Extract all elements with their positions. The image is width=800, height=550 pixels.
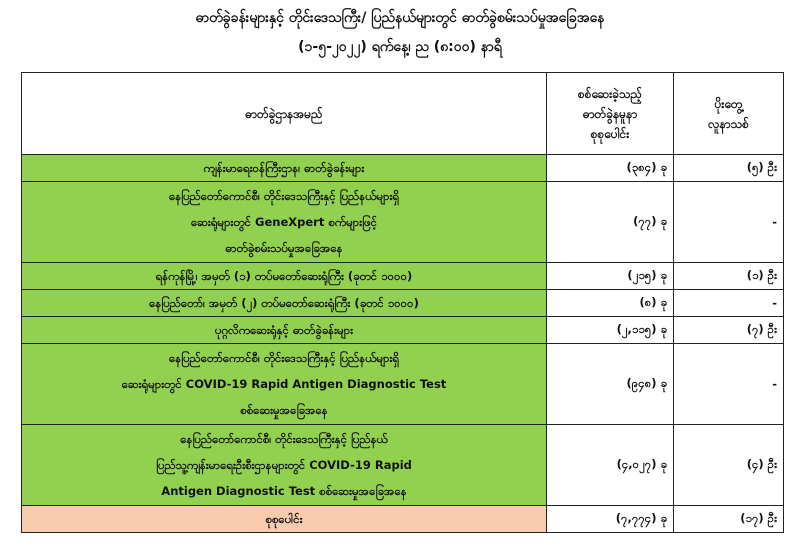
positive-count-cell: - <box>674 182 784 263</box>
lab-name-cell <box>22 290 547 317</box>
lab-name-line: ကျန်းမာရေးဝန်ကြီးဌာန၊ ဓာတ်ခွဲခန်းများ <box>203 161 365 175</box>
table-header-row <box>22 73 784 155</box>
lab-name-cell <box>22 317 547 344</box>
lab-name-cell <box>22 344 547 425</box>
header-tested-line: ဓာတ်ခွဲနမူနာ <box>582 106 638 121</box>
table-row <box>22 263 784 290</box>
report-date: (၁-၅-၂၀၂၂) ရက်နေ့၊ ည (၈:၀၀) နာရီ <box>298 39 502 55</box>
lab-name-cell <box>22 155 547 182</box>
lab-name-line: ပြည်သူ့ကျန်းမာရေးဦးစီးဌာနများတွင် COVID-19 Rapid <box>156 458 412 472</box>
positive-count-cell: (၅) ဦး <box>674 155 784 182</box>
report-title: ဓာတ်ခွဲခန်းများနှင့် တိုင်းဒေသကြီး/ ပြည်နယ်များတွင် ဓာတ်ခွဲစမ်းသပ်မှုအခြေအနေ <box>195 10 605 26</box>
lab-name-line: ပုဂ္ဂလိကဆေးရုံနှင့် ဓာတ်ခွဲခန်းများ <box>214 323 354 337</box>
lab-name-line: ဓာတ်ခွဲစမ်းသပ်မှုအခြေအနေ <box>225 241 343 255</box>
total-label-cell: စုစုပေါင်း <box>22 506 547 533</box>
lab-name-cell <box>22 182 547 263</box>
header-lab-name: ဓာတ်ခွဲဌာနအမည် <box>22 73 547 155</box>
lab-name-line: စစ်ဆေးမှုအခြေအနေ <box>240 403 328 417</box>
tested-count-cell: (၇၇) ခု <box>547 182 674 263</box>
lab-name-cell <box>22 425 547 506</box>
lab-name-line: Antigen Diagnostic Test စစ်ဆေးမှုအခြေအနေ <box>161 484 407 498</box>
lab-name-line: နေပြည်တော်ကောင်စီ၊ တိုင်းဒေသကြီးနှင့် ပြည်နယ် <box>180 432 388 446</box>
table-row <box>22 344 784 425</box>
header-positive-line: ပိုးတွေ့ <box>714 96 743 111</box>
lab-name-line: နေပြည်တော်ကောင်စီ၊ တိုင်းဒေသကြီးနှင့် ပြည်နယ်များရှိ <box>168 351 400 365</box>
total-tested-cell: (၇,၇၇၄) ခု <box>547 506 674 533</box>
table-row <box>22 290 784 317</box>
positive-count-cell: (၁) ဦး <box>674 263 784 290</box>
lab-name-line: နေပြည်တော်၊ အမှတ် (၂) တပ်မတော်ဆေးရုံကြီး (ခုတင် ၁၀၀၀) <box>149 296 419 310</box>
positive-count-cell: (၄) ဦး <box>674 425 784 506</box>
header-new-positive <box>674 73 784 155</box>
lab-name-cell <box>22 263 547 290</box>
header-tested-samples <box>547 73 674 155</box>
positive-count-cell: (၇) ဦး <box>674 317 784 344</box>
table-row <box>22 155 784 182</box>
testing-table <box>21 72 784 533</box>
lab-name-line: ဆေးရုံများတွင် GeneXpert စက်များဖြင့် <box>191 215 377 229</box>
lab-name-line: ရန်ကုန်မြို့၊ အမှတ် (၁) တပ်မတော်ဆေးရုံကြီး (ခုတင် ၁၀၀၀) <box>155 269 413 283</box>
tested-count-cell: (၈) ခု <box>547 290 674 317</box>
tested-count-cell: (၃၈၄) ခု <box>547 155 674 182</box>
positive-count-cell: - <box>674 344 784 425</box>
header-positive-line: လူနာသစ် <box>708 116 749 131</box>
total-row <box>22 506 784 533</box>
table-row <box>22 182 784 263</box>
tested-count-cell: (၂၁၅) ခု <box>547 263 674 290</box>
tested-count-cell: (၉၄၈) ခု <box>547 344 674 425</box>
tested-count-cell: (၄,၀၂၇) ခု <box>547 425 674 506</box>
header-tested-line: စစ်ဆေးခဲ့သည့် <box>577 86 643 101</box>
table-row <box>22 317 784 344</box>
table-row <box>22 425 784 506</box>
header-tested-line: စုစုပေါင်း <box>590 126 630 141</box>
total-positive-cell: (၁၇) ဦး <box>674 506 784 533</box>
lab-name-line: ဆေးရုံများတွင် COVID-19 Rapid Antigen Diagnostic Test <box>121 377 447 391</box>
lab-name-line: နေပြည်တော်ကောင်စီ၊ တိုင်းဒေသကြီးနှင့် ပြည်နယ်များရှိ <box>168 189 400 203</box>
tested-count-cell: (၂,၁၁၅) ခု <box>547 317 674 344</box>
positive-count-cell: - <box>674 290 784 317</box>
